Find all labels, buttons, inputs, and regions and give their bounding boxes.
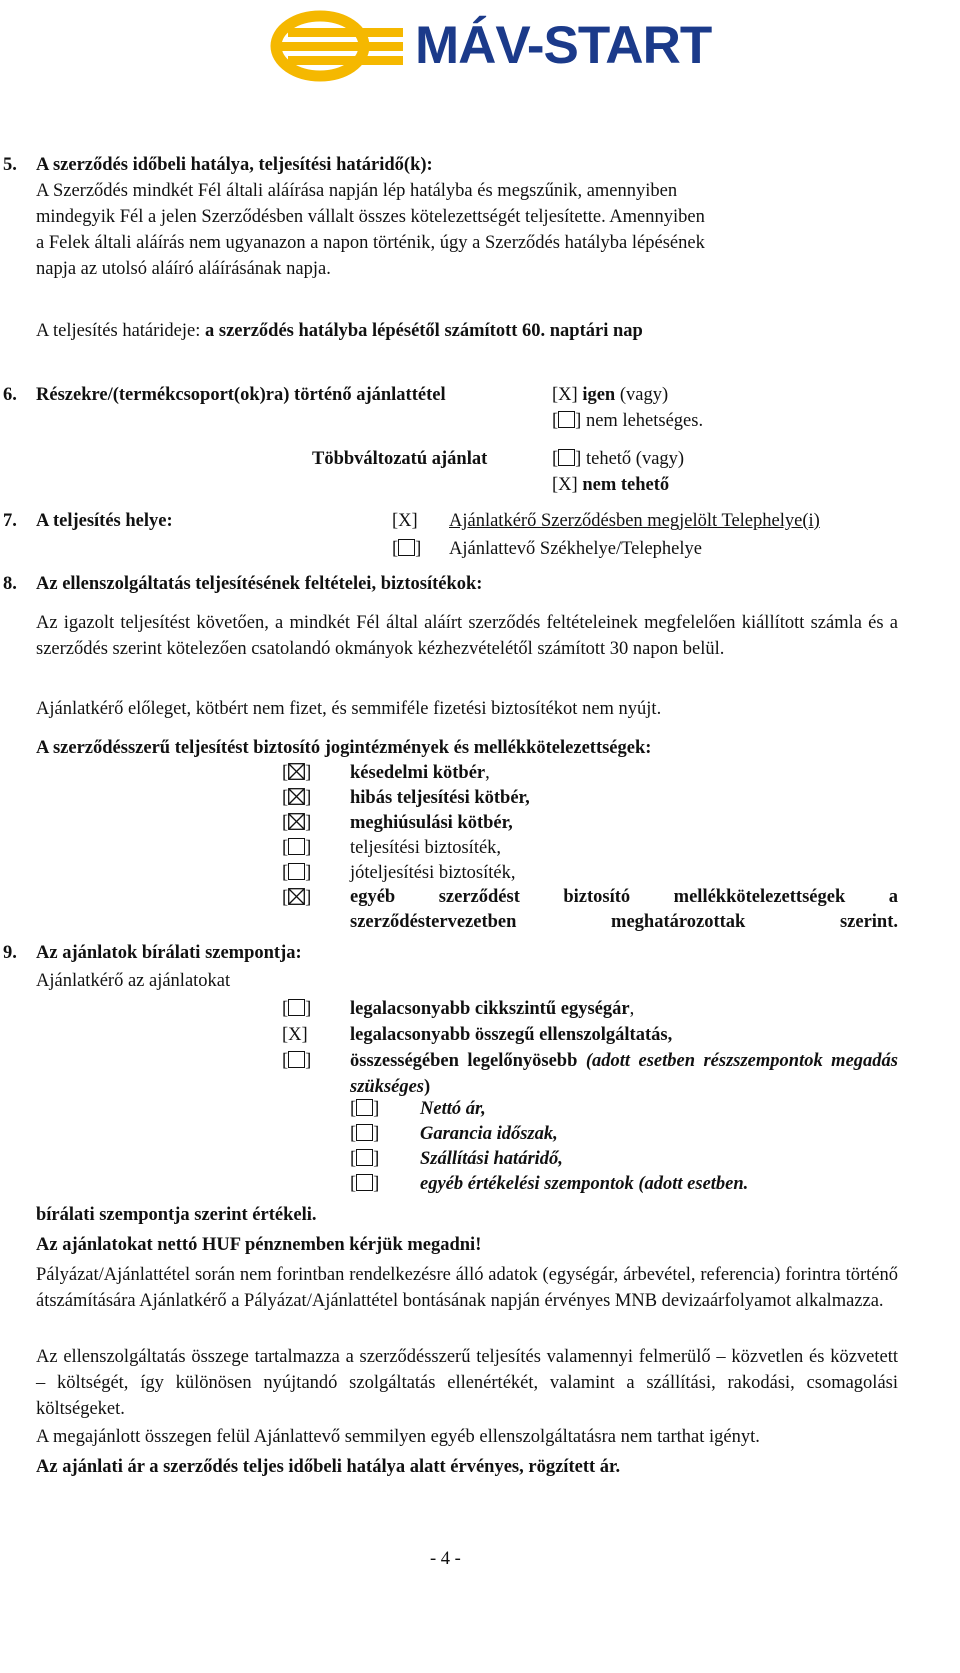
exchange-rate-paragraph: Pályázat/Ajánlattétel során nem forintban rendelkezésre álló adatok (egységár, árbevétel, referencia) forintra történő átszámítására Ajánlatkérő a Pályázat/Ajánlattétel bontásának napján érvényes MNB devizaárfolyamot alkalmazza.	[36, 1265, 898, 1311]
logo-wordmark: MÁV-START	[415, 16, 712, 75]
guarantee-item-text: jóteljesítési biztosíték,	[350, 863, 516, 883]
guarantee-item-mark: [ ]	[282, 838, 312, 858]
section-8-title: Az ellenszolgáltatás teljesítésének feltételei, biztosítékok:	[36, 574, 483, 594]
guarantees-heading: A szerződésszerű teljesítést biztosító jogintézmények és mellékkötelezettségek:	[36, 738, 652, 758]
deadline-label: A teljesítés határideje:	[36, 321, 206, 341]
guarantee-item-mark: [ ]	[282, 763, 312, 783]
place-option-2-text: Ajánlattevő Székhelye/Telephelye	[449, 539, 702, 559]
place-option-1-text: Ajánlatkérő Szerződésben megjelölt Telephelye(i)	[449, 511, 820, 531]
section-5-line-3: a Felek általi aláírás nem ugyanazon a napon történik, úgy a Szerződés hatályba lépésének	[36, 233, 705, 253]
section-7-title: A teljesítés helye:	[36, 511, 173, 531]
section-5-line-2: mindegyik Fél a jelen Szerződésben vállalt összes kötelezettségét teljesítette. Amennyiben	[36, 207, 705, 227]
section-7-number: 7.	[3, 511, 17, 531]
section-9-title: Az ajánlatok bírálati szempontja:	[36, 943, 302, 963]
guarantee-item-text: hibás teljesítési kötbér,	[350, 788, 530, 808]
sub-criteria-mark: [ ]	[350, 1124, 380, 1144]
criteria-2-text: legalacsonyabb összegű ellenszolgáltatás,	[350, 1025, 673, 1045]
section-6-title: Részekre/(termékcsoport(ok)ra) történő ajánlattétel	[36, 385, 446, 405]
option-text: tehető (vagy)	[585, 449, 685, 469]
sub-criteria-mark: [ ]	[350, 1174, 380, 1194]
mav-start-logo	[270, 6, 712, 86]
empty-checkbox-icon	[356, 1099, 373, 1116]
option-bold: igen	[582, 385, 616, 405]
empty-checkbox-icon	[398, 539, 415, 556]
payment-paragraph: Az igazolt teljesítést követően, a mindkét Fél által aláírt szerződés feltételeinek megfelelően kiállított számla és a szerződés szerint kötelezően csatolandó okmányok kézhezvételétől számított 30 napon belül.	[36, 613, 898, 659]
section-6-number: 6.	[3, 385, 17, 405]
option-text: nem tehető	[582, 475, 670, 495]
mark-x: [X]	[552, 475, 578, 495]
guarantee-item-mark: [ ]	[282, 788, 312, 808]
checked-checkbox-icon	[288, 763, 305, 780]
criteria-3-mark: [ ]	[282, 1051, 312, 1071]
section-5-line-4: napja az utolsó aláíró aláírásának napja.	[36, 259, 331, 279]
place-option-1-mark: [X]	[392, 511, 418, 531]
checked-checkbox-icon	[288, 788, 305, 805]
checked-checkbox-icon	[288, 888, 305, 905]
criteria-1-text: legalacsonyabb cikkszintű egységár,	[350, 999, 635, 1019]
criteria-1-mark: [ ]	[282, 999, 312, 1019]
empty-checkbox-icon	[288, 838, 305, 855]
empty-checkbox-icon	[288, 1051, 305, 1068]
empty-checkbox-icon	[356, 1149, 373, 1166]
empty-checkbox-icon	[558, 449, 575, 466]
guarantee-item-text: késedelmi kötbér,	[350, 763, 490, 783]
empty-checkbox-icon	[288, 863, 305, 880]
mark-x: [X]	[552, 385, 578, 405]
empty-checkbox-icon	[356, 1174, 373, 1191]
empty-checkbox-icon	[558, 411, 575, 428]
criteria-closing: bírálati szempontja szerint értékeli.	[36, 1205, 317, 1225]
currency-note: Az ajánlatokat nettó HUF pénznemben kérjük megadni!	[36, 1235, 482, 1255]
sub-criteria-text: egyéb értékelési szempontok (adott esetben.	[420, 1174, 749, 1194]
sub-criteria-text: Szállítási határidő,	[420, 1149, 563, 1169]
option-text: nem lehetséges.	[585, 411, 704, 431]
criteria-intro: Ajánlatkérő az ajánlatokat	[36, 971, 231, 991]
empty-checkbox-icon	[356, 1124, 373, 1141]
sub-criteria-text: Garancia időszak,	[420, 1124, 558, 1144]
no-extra-claims-paragraph: A megajánlott összegen felül Ajánlattevő semmilyen egyéb ellenszolgáltatásra nem tarthat igényt.	[36, 1427, 760, 1447]
page-number: - 4 -	[430, 1549, 461, 1569]
option-rest: (vagy)	[619, 385, 669, 405]
sub-criteria-mark: [ ]	[350, 1149, 380, 1169]
no-advance-paragraph: Ajánlatkérő előleget, kötbért nem fizet, és semmiféle fizetési biztosítékot nem nyújt.	[36, 699, 662, 719]
guarantee-item-mark: [ ]	[282, 888, 312, 908]
section-5-line-1: A Szerződés mindkét Fél általi aláírása napján lép hatályba és megszűnik, amennyiben	[36, 181, 678, 201]
guarantee-item-text: teljesítési biztosíték,	[350, 838, 502, 858]
criteria-3-text: összességében legelőnyösebb (adott esetben részszempontok megadás szükséges)	[350, 1051, 898, 1097]
multi-variant-label: Többváltozatú ajánlat	[312, 449, 488, 469]
place-option-2-mark: [ ]	[392, 539, 422, 559]
mav-start-emblem-icon	[270, 6, 420, 86]
deadline-value: a szerződés hatályba lépésétől számított 60. naptári nap	[205, 321, 643, 341]
price-contents-paragraph: Az ellenszolgáltatás összege tartalmazza a szerződésszerű teljesítés valamennyi felmerülő – közvetlen és közvetett – költségét, így különösen nyújtandó szolgáltatás ellenértékét, valamint a szállítási, rakodási, csomagolási költségeket.	[36, 1347, 898, 1419]
checked-checkbox-icon	[288, 813, 305, 830]
empty-checkbox-icon	[288, 999, 305, 1016]
criteria-2-mark: [X]	[282, 1025, 308, 1045]
section-5-title: A szerződés időbeli hatálya, teljesítési határidő(k):	[36, 155, 433, 175]
guarantee-item-mark: [ ]	[282, 863, 312, 883]
guarantee-item-text: meghiúsulási kötbér,	[350, 813, 513, 833]
section-8-number: 8.	[3, 574, 17, 594]
deadline-line	[36, 318, 643, 344]
section-5-number: 5.	[3, 155, 17, 175]
sub-criteria-text: Nettó ár,	[420, 1099, 486, 1119]
multi-option-not-allowed	[552, 472, 669, 498]
sub-criteria-mark: [ ]	[350, 1099, 380, 1119]
parts-option-yes	[552, 382, 668, 408]
multi-option-allowed: [ ] tehető (vagy)	[552, 449, 685, 469]
guarantee-item-mark: [ ]	[282, 813, 312, 833]
fixed-price-paragraph: Az ajánlati ár a szerződés teljes időbeli hatálya alatt érvényes, rögzített ár.	[36, 1457, 621, 1477]
parts-option-no: [ ] nem lehetséges.	[552, 411, 704, 431]
guarantee-item-text: egyéb szerződést biztosító mellékkötelezettségek a szerződéstervezetben meghatározottak szerint.	[350, 887, 898, 932]
section-9-number: 9.	[3, 943, 17, 963]
